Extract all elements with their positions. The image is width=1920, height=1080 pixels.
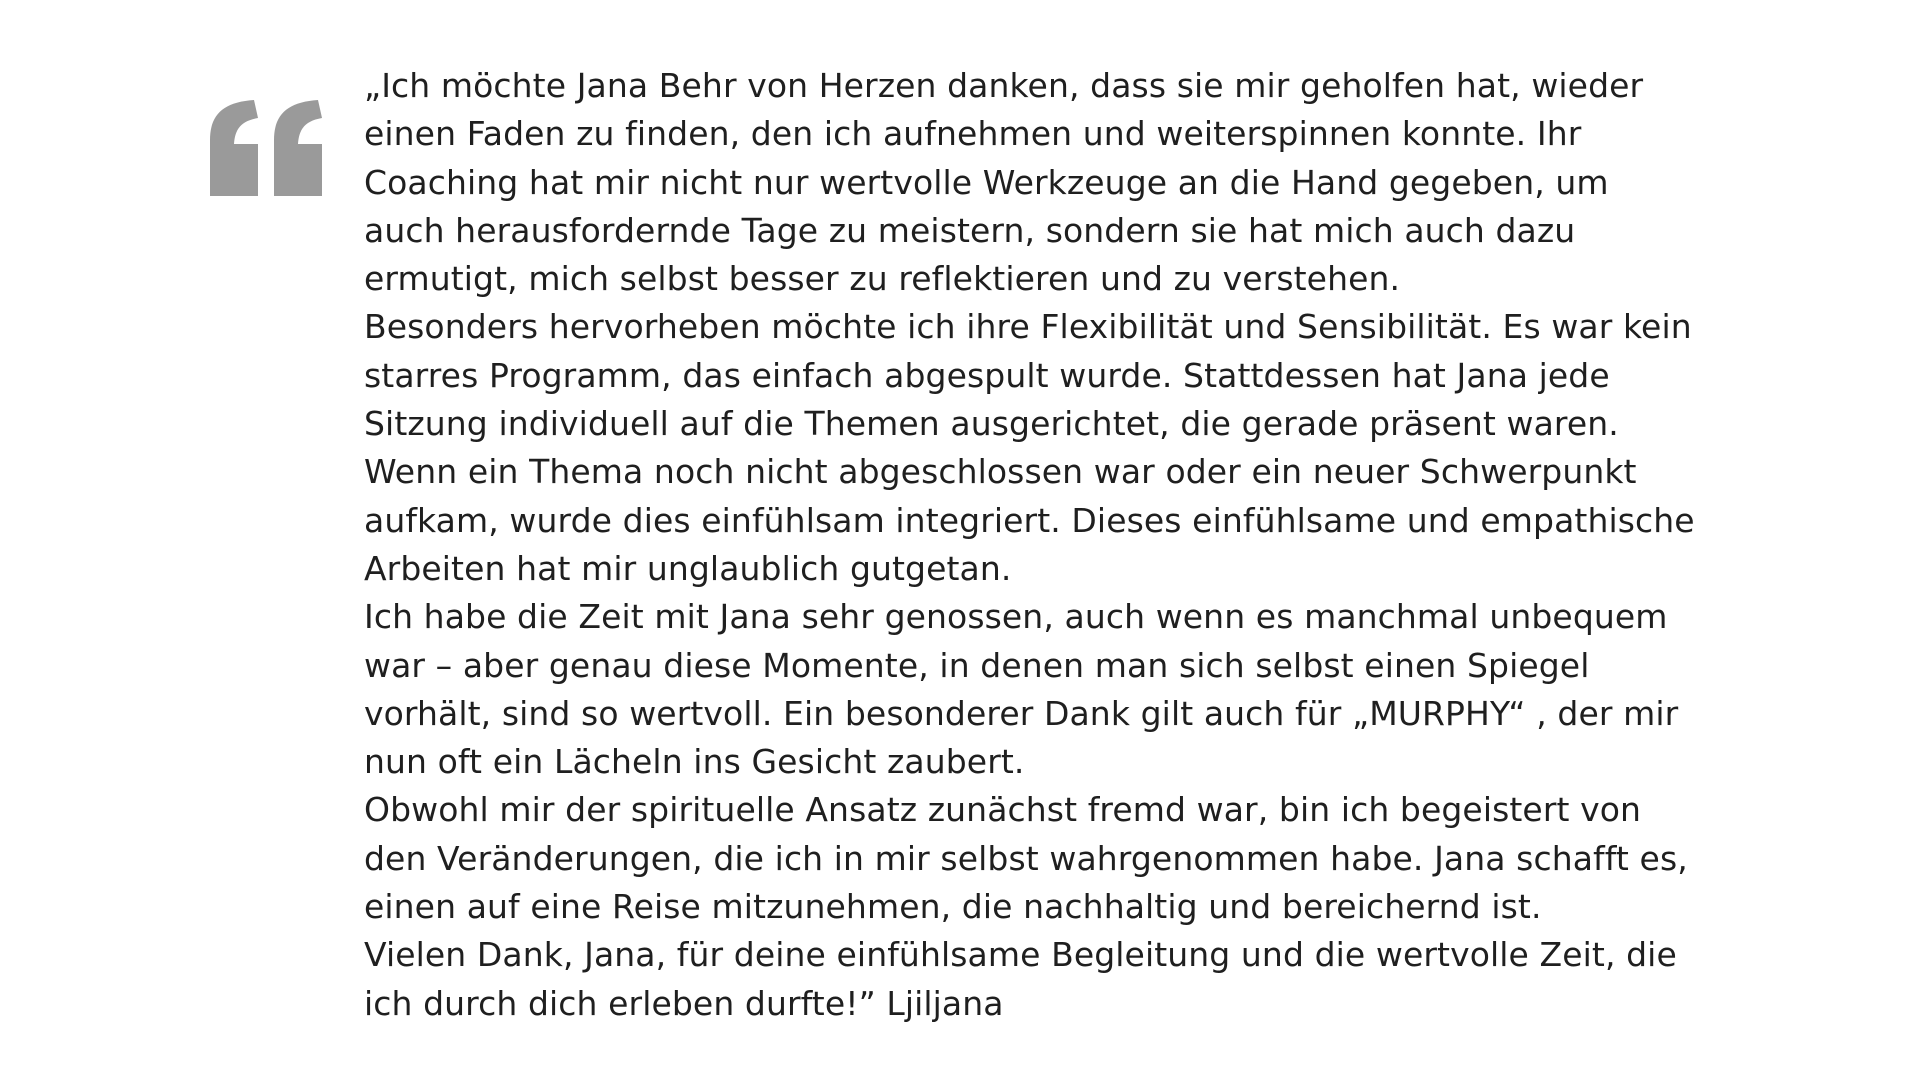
opening-quotation-mark-icon — [210, 100, 324, 196]
testimonial-line: starres Programm, das einfach abgespult wurde. Stattdessen hat Jana jede — [364, 355, 1610, 395]
testimonial-line: war – aber genau diese Momente, in denen man sich selbst einen Spiegel — [364, 645, 1590, 685]
testimonial-line: Coaching hat mir nicht nur wertvolle Werkzeuge an die Hand gegeben, um — [364, 162, 1609, 202]
testimonial-line: Arbeiten hat mir unglaublich gutgetan. — [364, 548, 1012, 588]
testimonial-line: aufkam, wurde dies einfühlsam integriert. Dieses einfühlsame und empathische — [364, 500, 1695, 540]
testimonial-line: Sitzung individuell auf die Themen ausgerichtet, die gerade präsent waren. — [364, 404, 1619, 444]
testimonial-line: ermutigt, mich selbst besser zu reflektieren und zu verstehen. — [364, 259, 1401, 299]
testimonial-line: einen auf eine Reise mitzunehmen, die nachhaltig und bereichernd ist. — [364, 887, 1542, 927]
testimonial-line: vorhält, sind so wertvoll. Ein besonderer Dank gilt auch für „MURPHY“ , der mir — [364, 693, 1679, 733]
testimonial-line: einen Faden zu finden, den ich aufnehmen und weiterspinnen konnte. Ihr — [364, 114, 1582, 154]
testimonial-line: Obwohl mir der spirituelle Ansatz zunächst fremd war, bin ich begeistert von — [364, 790, 1642, 830]
testimonial-line: Besonders hervorheben möchte ich ihre Flexibilität und Sensibilität. Es war kein — [364, 307, 1692, 347]
testimonial-line: Ich habe die Zeit mit Jana sehr genossen, auch wenn es manchmal unbequem — [364, 597, 1668, 637]
testimonial-line: „Ich möchte Jana Behr von Herzen danken, dass sie mir geholfen hat, wieder — [364, 66, 1644, 105]
testimonial-line: den Veränderungen, die ich in mir selbst wahrgenommen habe. Jana schafft es, — [364, 838, 1688, 878]
testimonial-line: Wenn ein Thema noch nicht abgeschlossen war oder ein neuer Schwerpunkt — [364, 452, 1637, 492]
testimonial-line: ich durch dich erleben durfte!” Ljiljana — [364, 983, 1004, 1023]
testimonial-text — [364, 62, 1804, 1028]
testimonial-line: nun oft ein Lächeln ins Gesicht zaubert. — [364, 742, 1025, 782]
testimonial-line: Vielen Dank, Jana, für deine einfühlsame Begleitung und die wertvolle Zeit, die — [364, 935, 1677, 975]
testimonial-line: auch herausfordernde Tage zu meistern, sondern sie hat mich auch dazu — [364, 210, 1576, 250]
